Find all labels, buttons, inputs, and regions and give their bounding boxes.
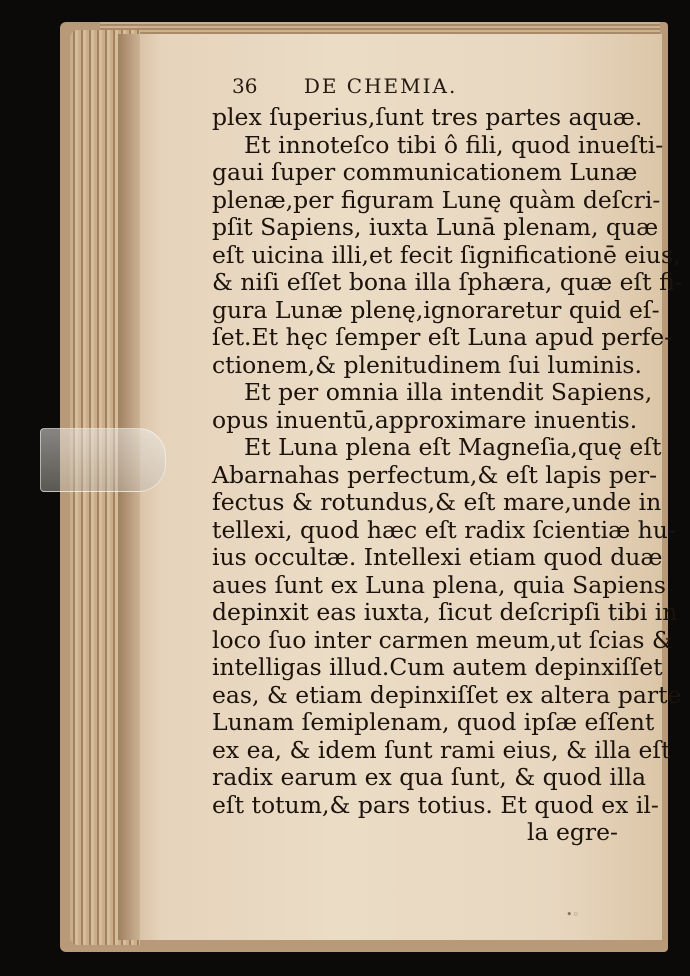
catchword: la egre- (526, 818, 618, 846)
body-text (212, 103, 683, 847)
text-line: Lunam ſemiplenam, quod ipſæ eſſent (212, 708, 655, 736)
ink-mark: •◦ (566, 908, 579, 921)
text-line: depinxit eas iuxta, ſicut deſcripſi tibi in (212, 598, 678, 626)
text-line: eſt totum,& pars totius. Et quod ex il- (212, 790, 659, 819)
text-line: plenæ,per figuram Lunę quàm deſcri- (212, 185, 661, 214)
text-line: ſet.Et hęc ſemper eſt Luna apud perfe- (212, 323, 673, 351)
text-line: eas, & etiam depinxiſſet ex altera parte (212, 680, 682, 709)
text-line: fectus & rotundus,& eſt mare,unde in (212, 488, 662, 516)
text-line: plex ſuperius,ſunt tres partes aquæ. (212, 103, 643, 131)
text-line: ex ea, & idem ſunt rami eius, & illa eſt (212, 735, 671, 764)
text-line: loco ſuo inter carmen meum,ut ſcias & (212, 625, 673, 654)
text-line: aues ſunt ex Luna plena, quia Sapiens (212, 570, 666, 599)
text-line: Et per omnia illa intendit Sapiens, (244, 378, 653, 406)
text-line: Et innoteſco tibi ô fili, quod inueſti- (244, 130, 664, 159)
text-line: Abarnahas perfectum,& eſt lapis per- (212, 460, 658, 489)
text-line: opus inuentū,approximare inuentis. (212, 405, 638, 434)
text-line: gaui ſuper communicationem Lunæ (212, 158, 638, 186)
running-title: DE CHEMIA. (303, 74, 458, 98)
text-line: radix earum ex qua ſunt, & quod illa (212, 763, 646, 791)
running-head (232, 74, 632, 98)
text-line: ctionem,& plenitudinem ſui luminis. (212, 350, 642, 379)
text-line: Et Luna plena eſt Magneſia,quę eſt (244, 433, 662, 461)
text-line: & niſi eſſet bona illa ſphæra, quæ eſt fi- (212, 268, 683, 296)
text-line: ius occultæ. Intellexi etiam quod duæ (212, 543, 663, 571)
page-number: 36 (232, 74, 258, 98)
text-line: gura Lunæ plenę,ignoraretur quid eſ- (212, 295, 660, 324)
text-line: eſt uicina illi,et fecit ſignificationē eius, (212, 240, 681, 269)
text-line: pſit Sapiens, iuxta Lunā plenam, quæ (212, 213, 659, 241)
text-line: tellexi, quod hæc eſt radix ſcientiæ hu- (212, 515, 676, 544)
text-line: intelligas illud.Cum autem depinxiſſet (212, 653, 663, 681)
bookmark-tab (40, 428, 166, 492)
